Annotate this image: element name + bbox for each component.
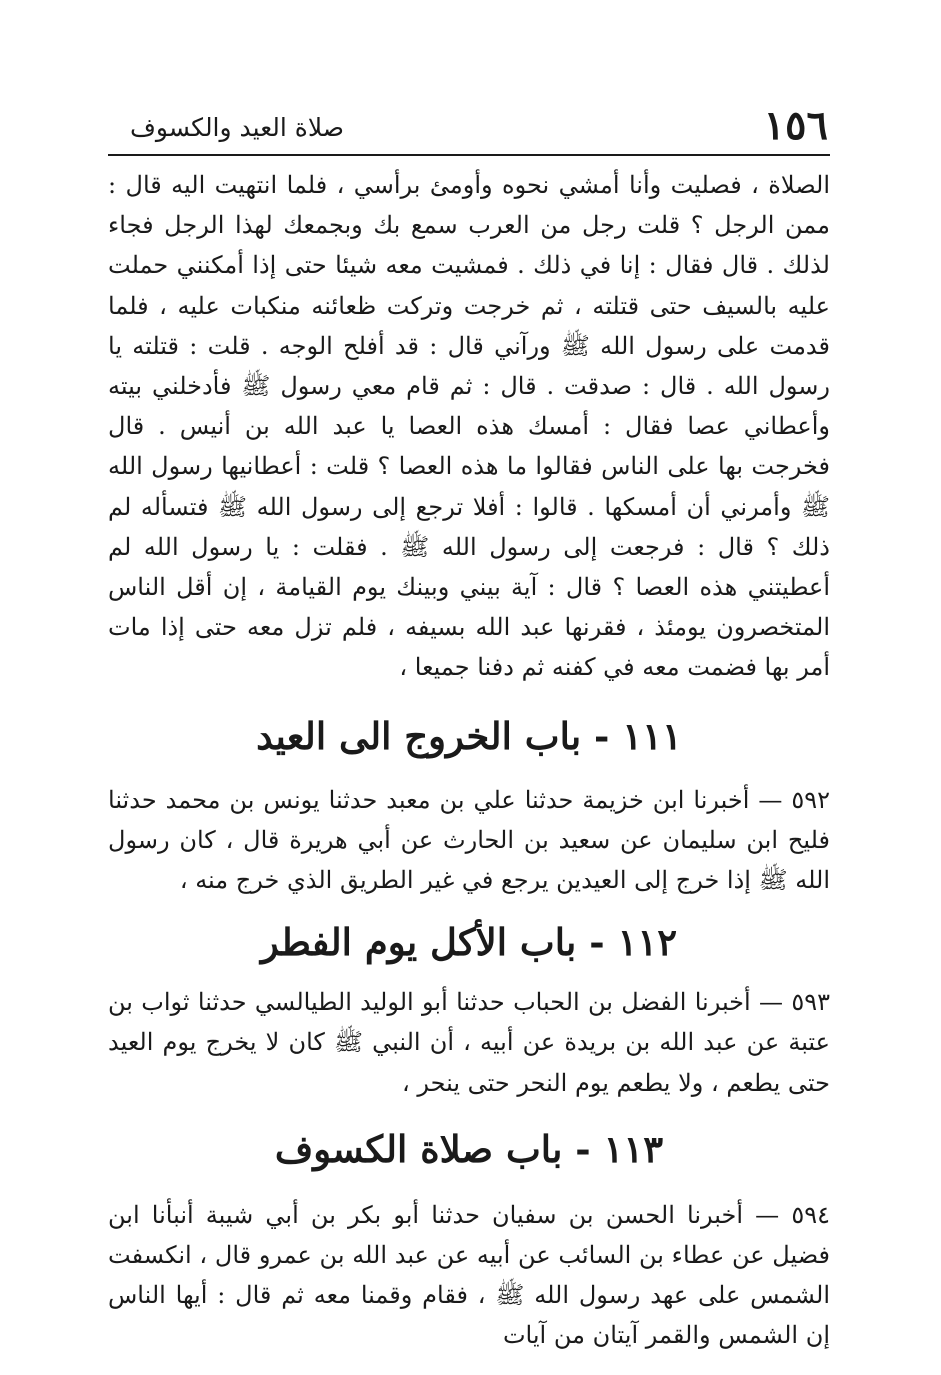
chapter-heading: ١١٣ - باب صلاة الكسوف [274,1126,664,1171]
header-divider [108,154,830,156]
running-title: صلاة العيد والكسوف [130,113,345,142]
page-header [108,100,828,152]
page-body [108,165,830,1356]
chapter-heading: ١١١ - باب الخروج الى العيد [256,713,682,758]
hadith-paragraph: ٥٩٤ — أخبرنا الحسن بن سفيان حدثنا أبو بكر بن أبي شيبة أنبأنا ابن فضيل عن عطاء بن السائب عن أبيه عن عبد الله بن عمرو قال ، انكسفت الشمس على عهد رسول الله ﷺ ، فقام وقمنا معه ثم قال : أيها الناس إن الشمس والقمر آيتان من آيات [108,1200,830,1350]
chapter-heading: ١١٢ - باب الأكل يوم الفطر [260,920,678,965]
hadith-paragraph: ٥٩٢ — أخبرنا ابن خزيمة حدثنا علي بن معبد حدثنا يونس بن محمد حدثنا فليح ابن سليمان عن سعيد بن الحارث عن أبي هريرة قال ، كان رسول الله ﷺ إذا خرج إلى العيدين يرجع في غير الطريق الذي خرج منه ، [108,785,830,895]
page-number: ١٥٦ [763,102,828,149]
hadith-paragraph: ٥٩٣ — أخبرنا الفضل بن الحباب حدثنا أبو الوليد الطيالسي حدثنا ثواب بن عتبة عن عبد الله بن بريدة عن أبيه ، أن النبي ﷺ كان لا يخرج يوم العيد حتى يطعم ، ولا يطعم يوم النحر حتى ينحر ، [108,988,830,1097]
hadith-paragraph: الصلاة ، فصليت وأنا أمشي نحوه وأومئ برأسي ، فلما انتهيت اليه قال : ممن الرجل ؟ قلت رجل من العرب سمع بك وبجمعك لهذا الرجل فجاء لذلك . قال فقال : إنا في ذلك . فمشيت معه شيئا حتى إذا أمكنني حملت عليه بالسيف حتى قتلته ، ثم خرجت وتركت ظعائنه منكبات عليه ، فلما قدمت على رسول الله ﷺ ورآني قال : قد أفلح الوجه . قلت : قتلته يا رسول الله . قال : صدقت . قال : ثم قام معي رسول ﷺ فأدخلني بيته وأعطاني عصا فقال : أمسك هذه العصا يا عبد الله بن أنيس . قال فخرجت بها على الناس فقالوا ما هذه العصا ؟ قلت : أعطانيها رسول الله ﷺ وأمرني أن أمسكها . قالوا : أفلا ترجع إلى رسول الله ﷺ فتسأله لم ذلك ؟ قال : فرجعت إلى رسول الله ﷺ . فقلت : يا رسول الله لم أعطيتني هذه العصا ؟ قال : آية بيني وبينك يوم القيامة ، إن أقل الناس المتخصرون يومئذ ، فقرنها عبد الله بسيفه ، فلم تزل معه حتى إذا مات أمر بها فضمت معه في كفنه ثم دفنا جميعا ، [108,171,831,682]
